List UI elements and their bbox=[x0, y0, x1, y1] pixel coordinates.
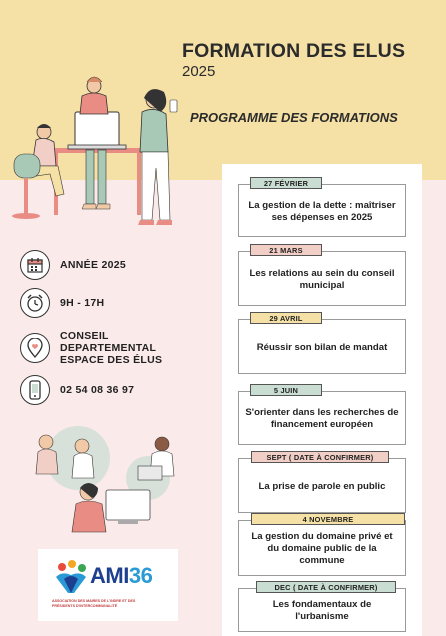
session-2 bbox=[238, 251, 406, 306]
session-date-tag: DEC ( DATE À CONFIRMER) bbox=[256, 581, 396, 593]
session-title: La gestion du domaine privé et du domaine public de la commune bbox=[251, 531, 393, 566]
ami36-emblem bbox=[52, 559, 90, 597]
office-team-illustration bbox=[10, 70, 185, 235]
location-line-2: DEPARTEMENTAL bbox=[60, 342, 157, 354]
session-title: Les fondamentaux de l'urbanisme bbox=[272, 599, 372, 622]
location-label bbox=[60, 330, 162, 366]
phone-label: 02 54 08 36 97 bbox=[60, 384, 135, 396]
hours-label: 9H - 17H bbox=[60, 297, 105, 309]
location-pin-icon bbox=[20, 333, 50, 363]
session-title: Les relations au sein du conseil municipal bbox=[249, 267, 395, 291]
phone-icon bbox=[20, 375, 50, 405]
location-line-1: CONSEIL bbox=[60, 330, 109, 342]
alarm-clock-icon bbox=[20, 288, 50, 318]
ami36-logo bbox=[38, 549, 178, 621]
ami36-wordmark bbox=[90, 563, 152, 589]
session-7 bbox=[238, 588, 406, 632]
page-title: FORMATION DES ELUS bbox=[182, 40, 406, 62]
session-date-tag: 29 AVRIL bbox=[250, 312, 322, 324]
session-4 bbox=[238, 391, 406, 445]
session-title: La prise de parole en public bbox=[258, 480, 386, 492]
info-phone bbox=[20, 375, 134, 405]
session-6 bbox=[238, 520, 406, 576]
location-line-3: ESPACE DES ÉLUS bbox=[60, 354, 163, 366]
programme-subtitle: PROGRAMME DES FORMATIONS bbox=[190, 110, 398, 125]
session-3 bbox=[238, 319, 406, 374]
session-1 bbox=[238, 184, 406, 237]
info-location bbox=[20, 330, 162, 366]
session-title: Réussir son bilan de mandat bbox=[256, 341, 388, 353]
info-hours bbox=[20, 288, 104, 318]
session-date-tag: 21 MARS bbox=[250, 244, 322, 256]
year-label: ANNÉE 2025 bbox=[60, 259, 127, 271]
session-date-tag: 5 JUIN bbox=[250, 384, 322, 396]
info-year bbox=[20, 250, 126, 280]
calendar-icon bbox=[20, 250, 50, 280]
session-date-tag: 4 NOVEMBRE bbox=[251, 513, 405, 525]
ami36-word-b: 36 bbox=[128, 563, 153, 588]
session-title: S'orienter dans les recherches de financement européen bbox=[245, 407, 399, 430]
session-date-tag: 27 FÉVRIER bbox=[250, 177, 322, 189]
ami36-caption: ASSOCIATION DES MAIRES DE L'INDRE ET DES PRÉSIDENTS D'INTERCOMMUNALITÉ bbox=[52, 599, 136, 608]
meeting-illustration bbox=[18, 418, 188, 536]
session-date-tag: SEPT ( DATE À CONFIRMER) bbox=[251, 451, 389, 463]
ami36-word-a: AMI bbox=[90, 563, 129, 588]
session-title: La gestion de la dette : maîtriser ses dépenses en 2025 bbox=[248, 199, 396, 223]
page-year: 2025 bbox=[182, 63, 216, 80]
session-5 bbox=[238, 458, 406, 513]
